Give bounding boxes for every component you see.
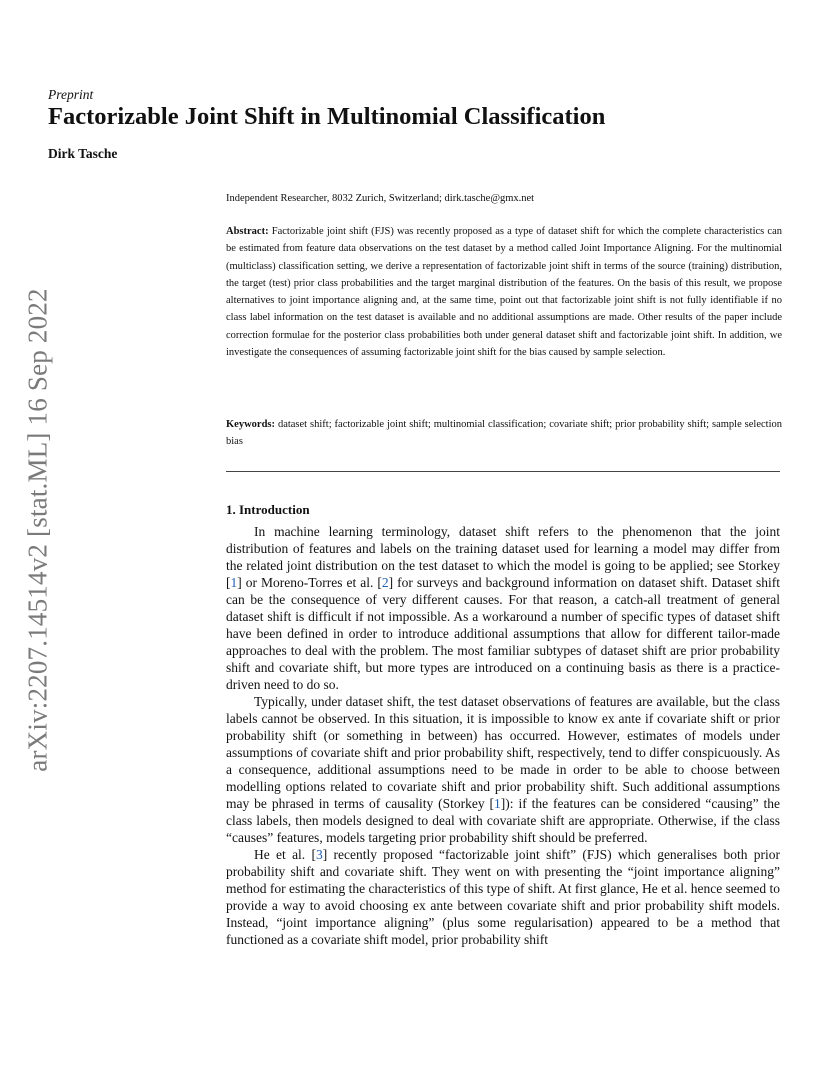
keywords-label: Keywords: — [226, 419, 275, 430]
preprint-label: Preprint — [48, 87, 94, 102]
paragraph-1 — [226, 524, 780, 694]
abstract-text: Factorizable joint shift (FJS) was recently proposed as a type of dataset shift for which the complete characteristics can be estimated from feature data observations on the test dataset by a method called Joint Importance Aligning. For the multinomial (multiclass) classification setting, we derive a representation of factorizable joint shift in terms of the source (training) distribution, the target (test) prior class probabilities and the target marginal distribution of the features. On the basis of this result, we propose alternatives to joint importance aligning and, at the same time, point out that factorizable joint shift is not fully identifiable if no class label information on the test dataset is available and no additional assumptions are made. Other results of the paper include correction formulae for the posterior class probabilities both under general dataset shift and factorizable joint shift. In addition, we investigate the consequences of assuming factorizable joint shift for the bias caused by sample selection. — [226, 226, 783, 359]
introduction-body — [226, 524, 780, 949]
paragraph-3 — [226, 847, 780, 949]
abstract-label: Abstract: — [226, 226, 269, 237]
citation-link[interactable]: 1 — [230, 574, 238, 590]
paragraph-text: ] or Moreno-Torres et al. [ — [237, 574, 382, 590]
paragraph-2 — [226, 694, 780, 847]
keywords — [226, 416, 782, 451]
author-affiliation: Independent Researcher, 8032 Zurich, Switzerland; dirk.tasche@gmx.net — [226, 193, 535, 204]
paragraph-text: ]): if the features can be considered “causing” the class labels, then models designed to deal with covariate shift are appropriate. Otherwise, if the class “causes” features, models targeting prior probability shift should be preferred. — [226, 795, 780, 845]
arxiv-side-stamp — [18, 285, 58, 775]
abstract — [226, 223, 782, 361]
citation-link[interactable]: 1 — [494, 795, 501, 811]
paragraph-text: ] for surveys and background information on dataset shift. Dataset shift can be the consequence of very different causes. For that reason, a catch-all treatment of general dataset shift is difficult if not impossible. As a workaround a number of specific types of dataset shift have been defined in order to introduce additional assumptions that allow for different tailor-made approaches to deal with the problem. The most familiar subtypes of dataset shift are prior probability shift and covariate shift, but more types are introduced on a continuing basis as there is a practice-driven need to do so. — [226, 574, 780, 692]
citation-link[interactable]: 2 — [381, 574, 389, 590]
paragraph-text: In machine learning terminology, dataset shift refers to the phenomenon that the joint distribution of features and labels on the training dataset used for learning a model may differ from the related joint distribution on the test dataset to which the model is going to be applied; see Storkey [ — [226, 524, 780, 590]
author-name: Dirk Tasche — [48, 146, 118, 161]
keywords-text: dataset shift; factorizable joint shift; multinomial classification; covariate shift; prior probability shift; sample selection bias — [226, 419, 783, 448]
citation-link[interactable]: 3 — [315, 846, 323, 862]
section-heading: 1. Introduction — [226, 502, 310, 517]
arxiv-id-text: arXiv:2207.14514v2 [stat.ML] 16 Sep 2022 — [22, 288, 53, 772]
paragraph-text: He et al. [ — [254, 846, 316, 862]
section-divider — [226, 471, 780, 472]
paragraph-text: ] recently proposed “factorizable joint shift” (FJS) which generalises both prior probability shift and covariate shift. They went on with presenting the “joint importance aligning” method for estimating the characteristics of this type of shift. At first glance, He et al. hence seemed to provide a way to avoid choosing ex ante between covariate shift and prior probability shift models. Instead, “joint importance aligning” (plus some regularisation) appeared to be a method that functioned as a covariate shift model, prior probability shift — [226, 846, 780, 947]
paragraph-text: Typically, under dataset shift, the test dataset observations of features are available, but the class labels cannot be observed. In this situation, it is impossible to know ex ante if covariate shift or prior probability shift (or something in between) has occurred. However, estimates of models under assumptions of covariate shift and prior probability shift, respectively, tend to differ conspicuously. As a consequence, additional assumptions need to be made in order to be able to choose between modelling options related to covariate shift and prior probability shift. Such additional assumptions may be phrased in terms of causality (Storkey [ — [226, 693, 780, 811]
paper-title: Factorizable Joint Shift in Multinomial Classification — [48, 103, 606, 130]
